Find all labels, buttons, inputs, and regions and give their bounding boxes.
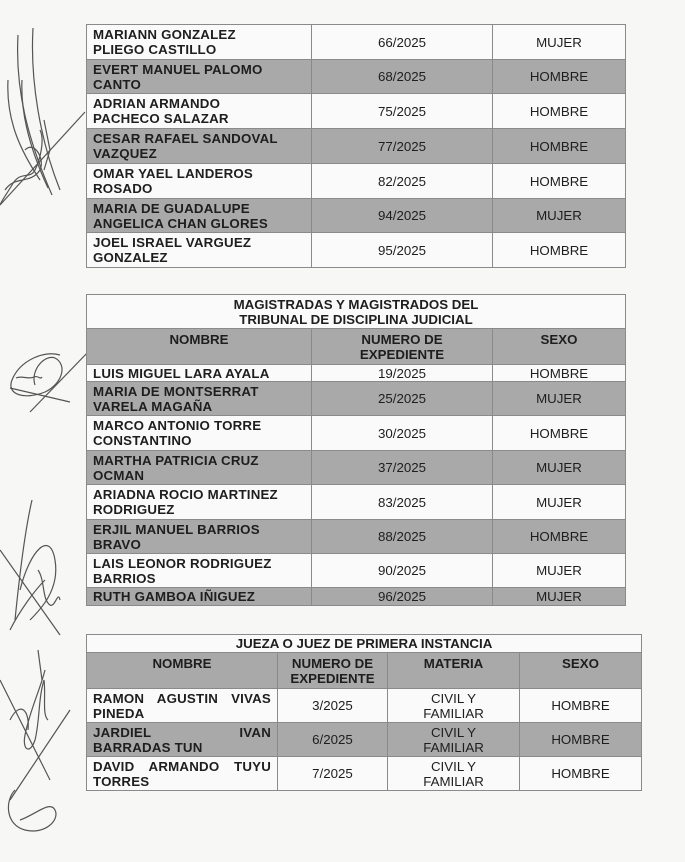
expediente-cell: 77/2025 xyxy=(312,129,493,164)
table-row xyxy=(87,164,626,199)
header-nombre: NOMBRE xyxy=(87,329,312,365)
nombre-cell: LUIS MIGUEL LARA AYALA xyxy=(87,365,312,382)
table-row xyxy=(87,451,626,485)
expediente-cell: 90/2025 xyxy=(312,554,493,588)
header-expediente: NUMERO DE EXPEDIENTE xyxy=(278,653,388,689)
expediente-cell: 7/2025 xyxy=(278,757,388,791)
nombre-cell: MARIA DE MONTSERRAT VARELA MAGAÑA xyxy=(87,382,312,416)
table-row xyxy=(87,94,626,129)
expediente-cell: 82/2025 xyxy=(312,164,493,199)
table-row xyxy=(87,416,626,451)
nombre-cell: JOEL ISRAEL VARGUEZ GONZALEZ xyxy=(87,233,312,268)
expediente-cell: 83/2025 xyxy=(312,485,493,520)
expediente-cell: 25/2025 xyxy=(312,382,493,416)
header-sexo: SEXO xyxy=(493,329,626,365)
expediente-cell: 96/2025 xyxy=(312,588,493,606)
materia-cell: CIVIL Y FAMILIAR xyxy=(388,689,520,723)
expediente-cell: 88/2025 xyxy=(312,520,493,554)
table-row xyxy=(87,689,642,723)
table-row xyxy=(87,588,626,606)
table-jueces-primera-instancia xyxy=(86,634,642,791)
sexo-cell: HOMBRE xyxy=(493,520,626,554)
table-row xyxy=(87,60,626,94)
table-row xyxy=(87,365,626,382)
header-materia: MATERIA xyxy=(388,653,520,689)
nombre-cell: OMAR YAEL LANDEROS ROSADO xyxy=(87,164,312,199)
expediente-cell: 19/2025 xyxy=(312,365,493,382)
sexo-cell: HOMBRE xyxy=(493,60,626,94)
table-row xyxy=(87,554,626,588)
table-row xyxy=(87,233,626,268)
table-title: JUEZA O JUEZ DE PRIMERA INSTANCIA xyxy=(87,635,642,653)
nombre-cell: JARDIEL IVAN BARRADAS TUN xyxy=(87,723,278,757)
nombre-cell: LAIS LEONOR RODRIGUEZ BARRIOS xyxy=(87,554,312,588)
sexo-cell: HOMBRE xyxy=(493,416,626,451)
nombre-cell: ADRIAN ARMANDO PACHECO SALAZAR xyxy=(87,94,312,129)
table-row xyxy=(87,485,626,520)
sexo-cell: MUJER xyxy=(493,25,626,60)
table-row xyxy=(87,382,626,416)
table-row xyxy=(87,757,642,791)
signature-1 xyxy=(0,20,95,210)
expediente-cell: 37/2025 xyxy=(312,451,493,485)
materia-cell: CIVIL Y FAMILIAR xyxy=(388,723,520,757)
expediente-cell: 75/2025 xyxy=(312,94,493,129)
table-row xyxy=(87,520,626,554)
expediente-cell: 66/2025 xyxy=(312,25,493,60)
signature-4 xyxy=(0,640,95,850)
sexo-cell: MUJER xyxy=(493,382,626,416)
header-sexo: SEXO xyxy=(520,653,642,689)
nombre-cell: MARIA DE GUADALUPE ANGELICA CHAN GLORES xyxy=(87,199,312,233)
nombre-cell: CESAR RAFAEL SANDOVAL VAZQUEZ xyxy=(87,129,312,164)
nombre-cell: ARIADNA ROCIO MARTINEZ RODRIGUEZ xyxy=(87,485,312,520)
nombre-cell: MARTHA PATRICIA CRUZ OCMAN xyxy=(87,451,312,485)
sexo-cell: MUJER xyxy=(493,588,626,606)
sexo-cell: HOMBRE xyxy=(520,689,642,723)
sexo-cell: HOMBRE xyxy=(493,129,626,164)
table-continued xyxy=(86,24,626,268)
table-title-row xyxy=(87,635,642,653)
nombre-cell: ERJIL MANUEL BARRIOS BRAVO xyxy=(87,520,312,554)
sexo-cell: HOMBRE xyxy=(520,723,642,757)
materia-cell: CIVIL Y FAMILIAR xyxy=(388,757,520,791)
table-row xyxy=(87,199,626,233)
table-row xyxy=(87,129,626,164)
expediente-cell: 6/2025 xyxy=(278,723,388,757)
table-title: MAGISTRADAS Y MAGISTRADOS DEL TRIBUNAL DE DISCIPLINA JUDICIAL xyxy=(87,295,626,329)
expediente-cell: 30/2025 xyxy=(312,416,493,451)
sexo-cell: HOMBRE xyxy=(493,233,626,268)
nombre-cell: EVERT MANUEL PALOMO CANTO xyxy=(87,60,312,94)
sexo-cell: HOMBRE xyxy=(493,365,626,382)
nombre-cell: DAVID ARMANDO TUYU TORRES xyxy=(87,757,278,791)
sexo-cell: MUJER xyxy=(493,485,626,520)
sexo-cell: MUJER xyxy=(493,199,626,233)
table-header-row xyxy=(87,329,626,365)
table-title-row xyxy=(87,295,626,329)
expediente-cell: 94/2025 xyxy=(312,199,493,233)
signature-2 xyxy=(0,340,95,425)
sexo-cell: HOMBRE xyxy=(520,757,642,791)
sexo-cell: HOMBRE xyxy=(493,164,626,199)
sexo-cell: MUJER xyxy=(493,451,626,485)
header-expediente: NUMERO DE EXPEDIENTE xyxy=(312,329,493,365)
nombre-cell: MARIANN GONZALEZ PLIEGO CASTILLO xyxy=(87,25,312,60)
table-magistrados-tribunal xyxy=(86,294,626,606)
nombre-cell: RUTH GAMBOA IÑIGUEZ xyxy=(87,588,312,606)
nombre-cell: RAMON AGUSTIN VIVAS PINEDA xyxy=(87,689,278,723)
signature-3 xyxy=(0,490,95,640)
header-nombre: NOMBRE xyxy=(87,653,278,689)
table-row xyxy=(87,723,642,757)
nombre-cell: MARCO ANTONIO TORRE CONSTANTINO xyxy=(87,416,312,451)
sexo-cell: HOMBRE xyxy=(493,94,626,129)
table-row xyxy=(87,25,626,60)
expediente-cell: 68/2025 xyxy=(312,60,493,94)
expediente-cell: 95/2025 xyxy=(312,233,493,268)
table-header-row xyxy=(87,653,642,689)
sexo-cell: MUJER xyxy=(493,554,626,588)
expediente-cell: 3/2025 xyxy=(278,689,388,723)
